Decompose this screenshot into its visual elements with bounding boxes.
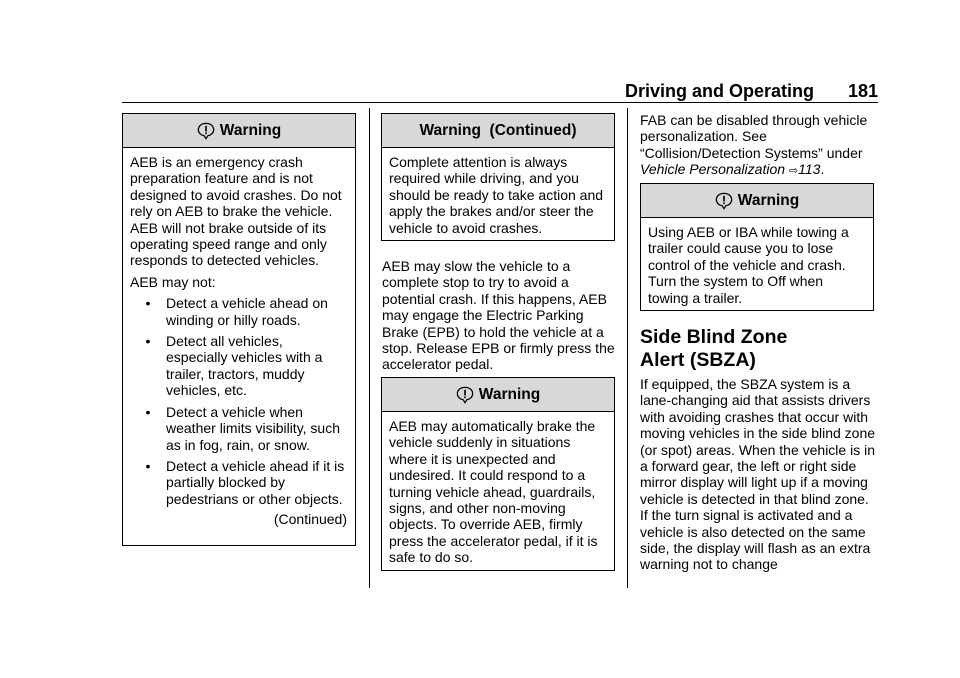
header-divider [122,102,878,103]
warning-body: Using AEB or IBA while towing a trailer could cause you to lose control of the vehicle and crash. Turn the system to Off when towing a trailer. [648,224,849,306]
page-number: 181 [847,81,878,101]
page-ref-number[interactable]: 113 [798,161,821,178]
warning-intro: AEB is an emergency crash preparation feature and is not designed to avoid crashes. Do not rely on AEB to brake the vehicle. AEB will not brake outside of its operating speed range and only responds to detected vehicles. [130,154,342,269]
section-title-sbza: Side Blind Zone Alert (SBZA) [640,326,788,371]
warning-box-aeb [122,113,356,546]
cross-reference[interactable]: Vehicle Personalization [640,161,786,178]
warning-title: Warning [478,385,541,403]
warning-icon [715,192,733,210]
sbza-paragraph: If equipped, the SBZA system is a lane-changing aid that assists drivers with avoiding crashes that occur with moving vehicles in the side blind zone (or spot) areas. When the vehicle is in a forward gear, the left or right side mirror display will light up if a moving vehicle is detected in that blind zone. If the turn signal is activated and a vehicle is also detected on the same side, the display will flash as an extra warning not to change [640,376,876,573]
list-item: • Detect all vehicles, especially vehicles with a trailer, tractors, muddy vehicles, etc. [145,333,323,399]
warning-icon [197,122,215,140]
aeb-stop-paragraph: AEB may slow the vehicle to a complete stop to try to avoid a potential crash. If this happens, AEB may engage the Electric Parking Brake (EPB) to hold the vehicle at a stop. Release EPB or firmly press the accelerator pedal. [382,258,615,373]
warning-box-auto-brake [381,377,615,571]
warning-body: Complete attention is always required while driving, and you should be ready to take action and apply the brakes and/or steer the vehicle to avoid crashes. [389,154,604,236]
warning-box-towing [640,183,874,311]
fab-paragraph: FAB can be disabled through vehicle personalization. See “Collision/Detection Systems” under Vehicle Personalization ⇨113. [640,112,868,178]
warning-body [123,148,355,533]
warning-header [123,114,355,148]
list-item: • Detect a vehicle when weather limits visibility, such as in fog, rain, or snow. [145,403,341,453]
column-divider-1 [369,108,370,588]
warning-body: AEB may automatically brake the vehicle suddenly in situations where it is unexpected and undesired. It could respond to a turning vehicle ahead, guardrails, signs, and other non-moving objects. To override AEB, firmly press the accelerator pedal, if it is safe to do so. [389,418,598,566]
continued-label: (Continued) [273,511,347,528]
aeb-may-not-label: AEB may not: [130,273,216,290]
warning-title: Warning [737,191,800,209]
warning-title: Warning [219,121,282,139]
page-ref-arrow-icon: ⇨ [788,164,799,178]
warning-title: Warning (Continued) [419,121,577,139]
column-divider-2 [627,108,628,588]
section-header-title: Driving and Operating [624,81,814,101]
list-item: • Detect a vehicle ahead on winding or hilly roads. [145,295,328,328]
list-item: • Detect a vehicle ahead if it is partially blocked by pedestrians or other objects. [145,457,345,507]
warning-box-continued [381,113,615,241]
warning-header [641,184,873,218]
warning-header [382,114,614,148]
warning-icon [456,386,474,404]
warning-header [382,378,614,412]
